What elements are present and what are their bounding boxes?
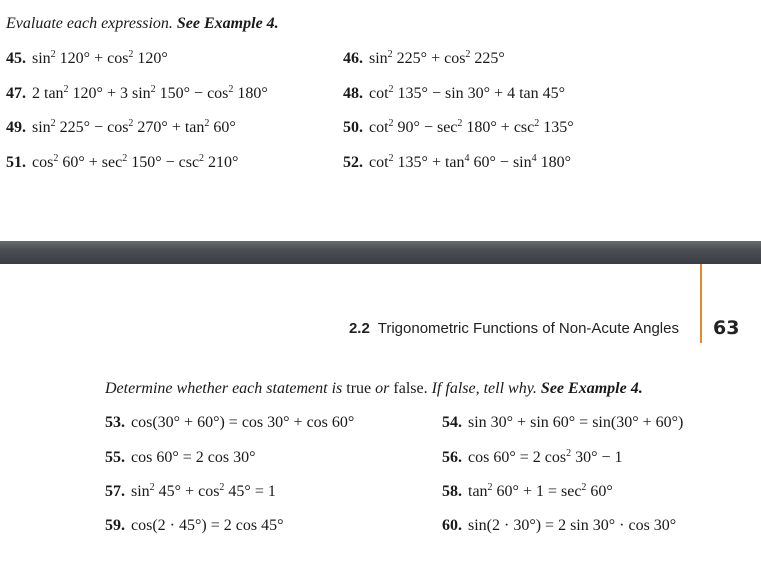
exercise-58 [442, 483, 613, 501]
exercise-expression: 2 $\tan^2 120^\circ + 3$ $\sin^2 150^\circ - \cos^2 180^\circ$ [32, 84, 268, 102]
exercise-number: 56. [442, 449, 462, 466]
exercise-expression: $\cot^2 135^\circ - \sin 30^\circ + 4$ tan 45° [369, 84, 566, 102]
exercise-number: 52. [343, 154, 363, 171]
section-number: 2.2 [348, 320, 370, 337]
exercise-expression: $\tan^2 60^\circ + 1 = \sec^2 60^\circ$ [468, 482, 613, 500]
exercise-expression: $\sin^2 225^\circ + \cos^2 225^\circ$ [369, 49, 505, 67]
exercise-57 [105, 483, 276, 501]
exercise-number: 57. [105, 483, 125, 500]
exercise-number: 58. [442, 483, 462, 500]
exercise-expression: sin 30° + sin 60° = sin(30° + 60°) [468, 414, 684, 431]
exercise-expression: $\cos^2 60^\circ + \sec^2 150^\circ - \csc^2 210^\circ$ [32, 153, 239, 171]
exercise-number: 54. [442, 414, 462, 431]
instruction-text: or [375, 380, 390, 397]
exercise-52 [343, 154, 571, 172]
exercise-53 [105, 414, 354, 432]
instruction-true-false [105, 380, 643, 398]
section-title: Trigonometric Functions of Non-Acute Angles [377, 320, 679, 337]
page-divider-band [0, 241, 761, 264]
exercise-number: 55. [105, 449, 125, 466]
page-number: 63 [713, 317, 740, 339]
exercise-45 [6, 50, 168, 68]
exercise-expression: sin(2 · 30°) = 2 sin 30° · cos 30° [468, 517, 677, 534]
exercise-54 [442, 414, 683, 432]
word-false: false. [393, 380, 428, 397]
exercise-expression: $\sin^2 120^\circ + \cos^2 120^\circ$ [32, 49, 168, 67]
exercise-49 [6, 119, 236, 137]
instruction-evaluate [6, 15, 279, 33]
exercise-number: 53. [105, 414, 125, 431]
see-example-ref: See Example 4. [176, 15, 279, 32]
exercise-number: 47. [6, 85, 26, 102]
exercise-48 [343, 85, 565, 103]
exercise-59 [105, 517, 283, 535]
exercise-expression: cos(2 · 45°) = 2 cos 45° [131, 517, 284, 534]
exercise-expression: $\cot^2 135^\circ + \tan^4 60^\circ - \sin^4 180^\circ$ [369, 153, 572, 171]
exercise-expression: cos 60° = 2 cos 30° [131, 449, 256, 466]
instruction-text: Determine whether each statement is [105, 380, 343, 397]
instruction-text: If false, tell why. [431, 380, 537, 397]
exercise-55 [105, 449, 255, 467]
exercise-46 [343, 50, 505, 68]
exercise-51 [6, 154, 238, 172]
exercise-56 [442, 449, 623, 467]
word-true: true [346, 380, 372, 397]
see-example-ref: See Example 4. [540, 380, 643, 397]
exercise-expression: $\sin^2 45^\circ + \cos^2 45^\circ = 1$ [131, 482, 276, 500]
exercise-expression: cos 60° = 2 $\cos^2 30^\circ - 1$ [468, 448, 623, 466]
exercise-47 [6, 85, 268, 103]
exercise-50 [343, 119, 574, 137]
exercise-expression: cos(30° + 60°) = cos 30° + cos 60° [131, 414, 355, 431]
exercise-60 [442, 517, 676, 535]
exercise-number: 50. [343, 119, 363, 136]
exercise-number: 49. [6, 119, 26, 136]
exercise-expression: $\cot^2 90^\circ - \sec^2 180^\circ + \csc^2 135^\circ$ [369, 118, 574, 136]
exercise-number: 59. [105, 517, 125, 534]
header-accent-rule [700, 264, 702, 343]
exercise-number: 51. [6, 154, 26, 171]
running-header [349, 320, 679, 337]
exercise-number: 45. [6, 50, 26, 67]
exercise-number: 48. [343, 85, 363, 102]
exercise-number: 46. [343, 50, 363, 67]
exercise-expression: $\sin^2 225^\circ - \cos^2 270^\circ + \tan^2 60^\circ$ [32, 118, 236, 136]
exercise-number: 60. [442, 517, 462, 534]
instruction-text: Evaluate each expression. [6, 15, 173, 32]
